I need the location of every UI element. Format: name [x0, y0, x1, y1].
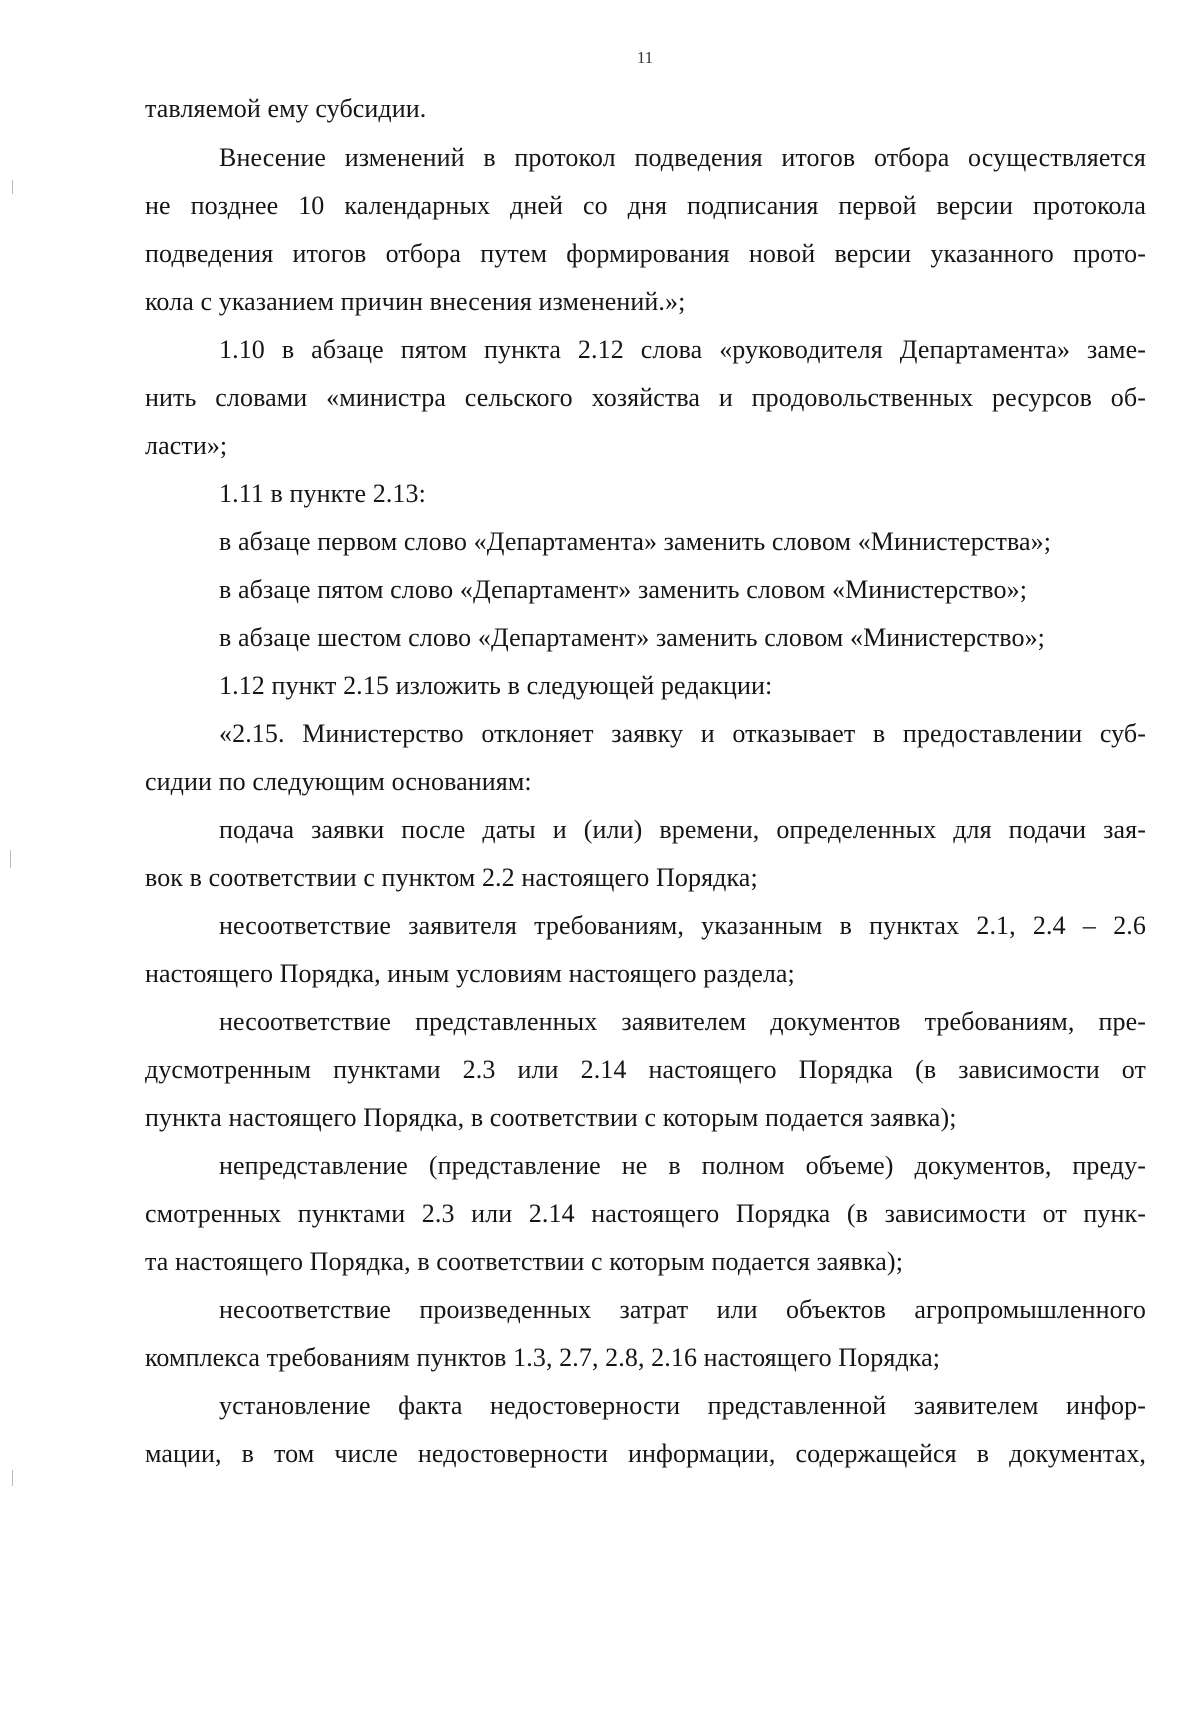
- text-line: тавляемой ему субсидии.: [145, 94, 427, 123]
- text-line: Внесение изменений в протокол подведения итогов отбора осуществляется: [219, 143, 1146, 172]
- text-line: несоответствие произведенных затрат или объектов агропромышленного: [219, 1295, 1146, 1324]
- text-line: настоящего Порядка, иным условиям настоящего раздела;: [145, 959, 795, 988]
- text-line: не позднее 10 календарных дней со дня подписания первой версии протокола: [145, 191, 1146, 220]
- text-line: несоответствие заявителя требованиям, указанным в пунктах 2.1, 2.4 – 2.6: [219, 911, 1146, 940]
- text-line: подача заявки после даты и (или) времени, определенных для подачи зая-: [219, 815, 1146, 844]
- text-line: подведения итогов отбора путем формирования новой версии указанного прото-: [145, 239, 1146, 268]
- text-line: кола с указанием причин внесения изменений.»;: [145, 287, 686, 316]
- text-line: сидии по следующим основаниям:: [145, 767, 532, 796]
- text-line: комплекса требованиям пунктов 1.3, 2.7, 2.8, 2.16 настоящего Порядка;: [145, 1343, 941, 1372]
- text-line: 1.11 в пункте 2.13:: [219, 479, 426, 508]
- text-line: дусмотренным пунктами 2.3 или 2.14 настоящего Порядка (в зависимости от: [145, 1055, 1146, 1084]
- text-line: ласти»;: [145, 431, 228, 460]
- text-line: 1.10 в абзаце пятом пункта 2.12 слова «руководителя Департамента» заме-: [219, 335, 1146, 364]
- text-line: пункта настоящего Порядка, в соответствии с которым подается заявка);: [145, 1103, 957, 1132]
- text-line: непредставление (представление не в полном объеме) документов, преду-: [219, 1151, 1146, 1180]
- text-line: смотренных пунктами 2.3 или 2.14 настоящего Порядка (в зависимости от пунк-: [145, 1199, 1146, 1228]
- scan-mark: [10, 850, 11, 868]
- scan-mark: [12, 1470, 13, 1486]
- text-line: та настоящего Порядка, в соответствии с которым подается заявка);: [145, 1247, 904, 1276]
- text-line: в абзаце первом слово «Департамента» заменить словом «Министерства»;: [219, 527, 1052, 556]
- text-line: мации, в том числе недостоверности информации, содержащейся в документах,: [145, 1439, 1146, 1468]
- text-line: «2.15. Министерство отклоняет заявку и отказывает в предоставлении суб-: [219, 719, 1146, 748]
- text-line: установление факта недостоверности представленной заявителем инфор-: [219, 1391, 1146, 1420]
- text-line: несоответствие представленных заявителем документов требованиям, пре-: [219, 1007, 1146, 1036]
- text-line: нить словами «министра сельского хозяйства и продовольственных ресурсов об-: [145, 383, 1146, 412]
- page-number: 11: [636, 48, 654, 67]
- text-line: в абзаце пятом слово «Департамент» заменить словом «Министерство»;: [219, 575, 1028, 604]
- scan-mark: [12, 180, 13, 194]
- text-line: 1.12 пункт 2.15 изложить в следующей редакции:: [219, 671, 773, 700]
- text-line: в абзаце шестом слово «Департамент» заменить словом «Министерство»;: [219, 623, 1045, 652]
- text-line: вок в соответствии с пунктом 2.2 настоящего Порядка;: [145, 863, 758, 892]
